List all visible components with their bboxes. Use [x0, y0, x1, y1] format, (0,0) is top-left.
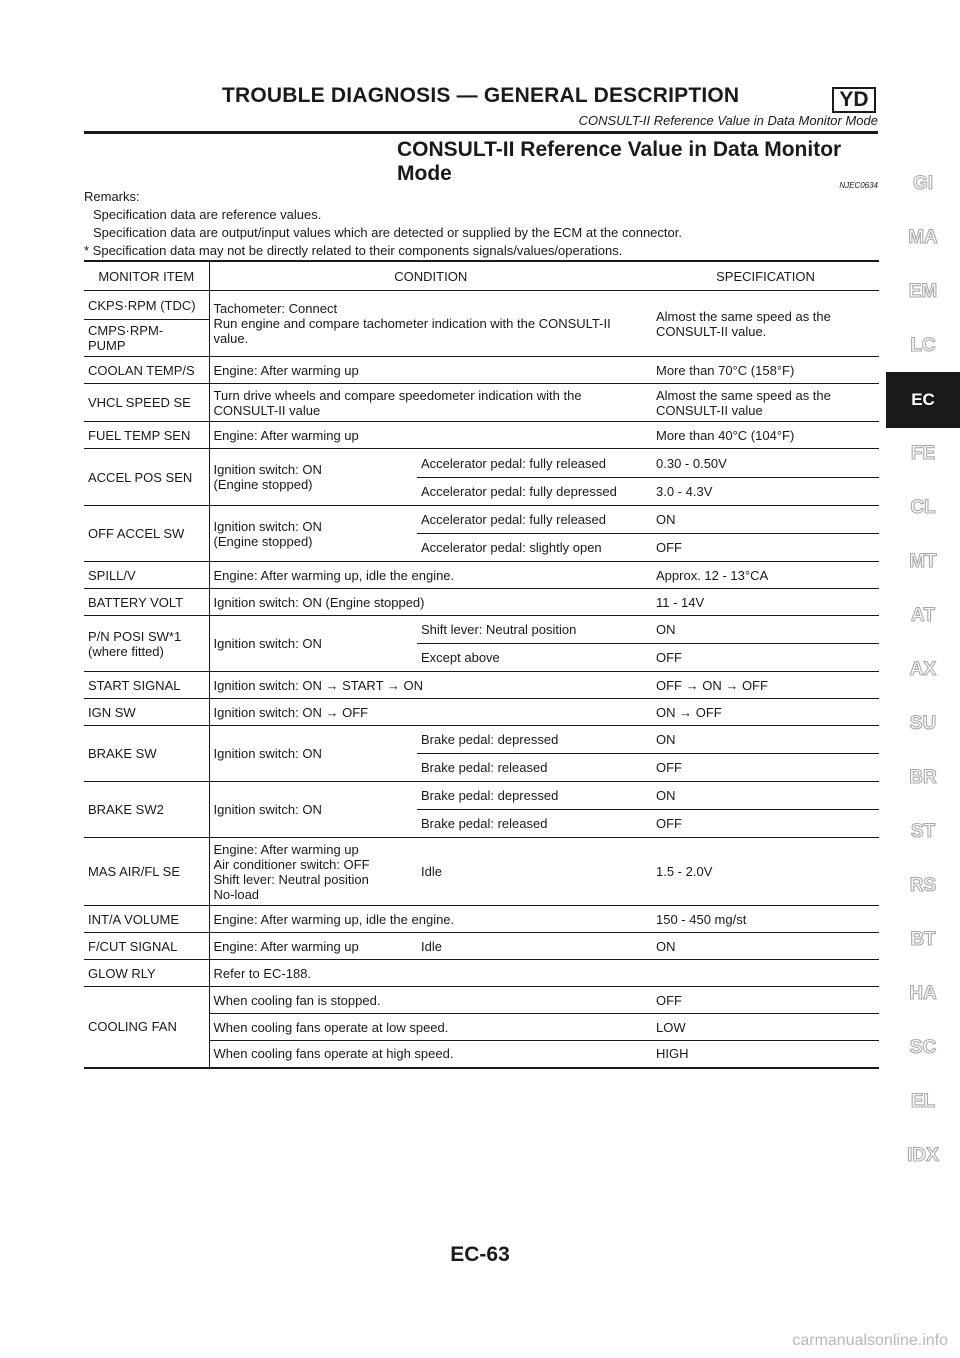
condition: Engine: After warming up, idle the engine. [209, 562, 652, 589]
monitor-item: VHCL SPEED SE [84, 384, 209, 422]
monitor-item: IGN SW [84, 699, 209, 726]
specification: OFF [652, 754, 879, 782]
remarks-label: Remarks: [84, 189, 140, 204]
tab-sc[interactable]: SC [909, 1037, 937, 1058]
specification: OFF [652, 644, 879, 672]
table-row [84, 960, 879, 987]
table-row [84, 384, 879, 422]
monitor-item: GLOW RLY [84, 960, 209, 987]
tab-idx[interactable]: IDX [907, 1145, 939, 1166]
condition: Engine: After warming up [209, 357, 652, 384]
watermark: carmanualsonline.info [792, 1332, 948, 1349]
table-row [84, 726, 879, 754]
condition: When cooling fans operate at low speed. [209, 1014, 652, 1041]
tab-ha[interactable]: HA [909, 983, 937, 1004]
section-title [397, 138, 867, 186]
sub-condition: Brake pedal: released [417, 754, 652, 782]
table-row [84, 782, 879, 810]
condition: Engine: After warming up, idle the engine. [209, 906, 652, 933]
specification: Almost the same speed as the CONSULT-II value [652, 384, 879, 422]
specification: 150 - 450 mg/st [652, 906, 879, 933]
condition: When cooling fan is stopped. [209, 987, 652, 1014]
tab-fe[interactable]: FE [910, 443, 936, 464]
monitor-item: COOLAN TEMP/S [84, 357, 209, 384]
condition: Ignition switch: ON → OFF [209, 699, 652, 726]
monitor-item: MAS AIR/FL SE [84, 838, 209, 906]
specification: 11 - 14V [652, 589, 879, 616]
monitor-item: BATTERY VOLT [84, 589, 209, 616]
tab-st[interactable]: ST [910, 821, 936, 842]
monitor-item: OFF ACCEL SW [84, 506, 209, 562]
monitor-item: CKPS·RPM (TDC) [84, 291, 209, 320]
monitor-item: CMPS·RPM- PUMP [84, 320, 209, 357]
condition: Ignition switch: ON [209, 782, 417, 838]
tab-bt[interactable]: BT [910, 929, 936, 950]
table-row [84, 506, 879, 534]
monitor-item: FUEL TEMP SEN [84, 422, 209, 449]
tab-ma[interactable]: MA [908, 227, 938, 248]
tab-cl[interactable]: CL [910, 497, 936, 518]
monitor-item: SPILL/V [84, 562, 209, 589]
section-title-line2: Mode [397, 162, 452, 185]
tab-br[interactable]: BR [909, 767, 937, 788]
table-row [84, 838, 879, 906]
table-header-row [84, 261, 879, 291]
condition: Turn drive wheels and compare speedometer indication with the CONSULT-II value [209, 384, 652, 422]
monitor-item: P/N POSI SW*1 (where fitted) [84, 616, 209, 672]
specification: OFF [652, 534, 879, 562]
header-monitor-item: MONITOR ITEM [84, 261, 209, 291]
specification: ON [652, 506, 879, 534]
table-row [84, 906, 879, 933]
sub-condition: Idle [417, 838, 652, 906]
condition: Engine: After warming up [209, 933, 417, 960]
remarks-line: Specification data are output/input values which are detected or supplied by the ECM at the connector. [93, 225, 682, 240]
condition: Ignition switch: ON [209, 616, 417, 672]
sub-condition: Shift lever: Neutral position [417, 616, 652, 644]
sub-condition: Idle [417, 933, 652, 960]
table-row [84, 449, 879, 478]
tab-ax[interactable]: AX [909, 659, 937, 680]
specification: 1.5 - 2.0V [652, 838, 879, 906]
table-row [84, 589, 879, 616]
condition: Ignition switch: ON → START → ON [209, 672, 652, 699]
table-row [84, 987, 879, 1014]
remarks-line: * Specification data may not be directly related to their components signals/values/operations. [84, 243, 623, 258]
specification: Almost the same speed as the CONSULT-II value. [652, 291, 879, 357]
sub-condition: Accelerator pedal: fully released [417, 506, 652, 534]
tab-rs[interactable]: RS [909, 875, 937, 896]
engine-badge: YD [832, 87, 876, 113]
table-row [84, 933, 879, 960]
sub-condition: Accelerator pedal: slightly open [417, 534, 652, 562]
specification: ON [652, 616, 879, 644]
condition: Engine: After warming up [209, 422, 652, 449]
tab-el[interactable]: EL [910, 1091, 936, 1112]
specification: ON → OFF [652, 699, 879, 726]
monitor-item: ACCEL POS SEN [84, 449, 209, 506]
header-rule [84, 131, 878, 134]
reference-value-table [84, 260, 879, 1069]
table-row [84, 357, 879, 384]
sub-condition: Brake pedal: depressed [417, 782, 652, 810]
condition: Refer to EC-188. [209, 960, 879, 987]
condition: When cooling fans operate at high speed. [209, 1041, 652, 1068]
specification: ON [652, 782, 879, 810]
remarks [84, 188, 884, 260]
specification: Approx. 12 - 13°CA [652, 562, 879, 589]
specification: More than 70°C (158°F) [652, 357, 879, 384]
monitor-item: BRAKE SW2 [84, 782, 209, 838]
specification: ON [652, 933, 879, 960]
header-condition: CONDITION [394, 268, 468, 284]
monitor-item: INT/A VOLUME [84, 906, 209, 933]
specification: 0.30 - 0.50V [652, 449, 879, 478]
tab-ec[interactable]: EC [886, 372, 960, 428]
tab-gi[interactable]: GI [912, 173, 934, 194]
condition: Ignition switch: ON (Engine stopped) [209, 449, 417, 506]
sub-condition: Accelerator pedal: fully released [417, 449, 652, 478]
page-number: EC-63 [450, 1243, 510, 1266]
monitor-item: COOLING FAN [84, 987, 209, 1068]
sub-condition: Brake pedal: released [417, 810, 652, 838]
remarks-line: Specification data are reference values. [93, 207, 322, 222]
header-specification: SPECIFICATION [716, 268, 815, 284]
specification: More than 40°C (104°F) [652, 422, 879, 449]
specification: OFF → ON → OFF [652, 672, 879, 699]
condition: Ignition switch: ON (Engine stopped) [209, 506, 417, 562]
tab-su[interactable]: SU [909, 713, 937, 734]
specification: LOW [652, 1014, 879, 1041]
sub-condition: Brake pedal: depressed [417, 726, 652, 754]
specification: OFF [652, 810, 879, 838]
table-row [84, 291, 879, 320]
header-subtitle: CONSULT-II Reference Value in Data Monitor Mode [578, 113, 878, 128]
monitor-item: START SIGNAL [84, 672, 209, 699]
tab-at[interactable]: AT [911, 605, 935, 626]
tab-em[interactable]: EM [908, 281, 938, 302]
section-code: NJEC0634 [839, 181, 878, 190]
specification: ON [652, 726, 879, 754]
condition: Tachometer: Connect Run engine and compare tachometer indication with the CONSULT-II value. [209, 291, 652, 357]
tab-lc[interactable]: LC [910, 335, 936, 356]
table-row [84, 699, 879, 726]
specification: HIGH [652, 1041, 879, 1068]
sub-condition: Except above [417, 644, 652, 672]
specification: OFF [652, 987, 879, 1014]
header-title: TROUBLE DIAGNOSIS — GENERAL DESCRIPTION [222, 84, 740, 107]
table-row [84, 672, 879, 699]
condition: Engine: After warming up Air conditioner switch: OFF Shift lever: Neutral position No-load [209, 838, 417, 906]
table-row [84, 562, 879, 589]
sub-condition: Accelerator pedal: fully depressed [417, 478, 652, 506]
condition: Ignition switch: ON [209, 726, 417, 782]
table-row [84, 616, 879, 644]
condition: Ignition switch: ON (Engine stopped) [209, 589, 652, 616]
table-row [84, 422, 879, 449]
tab-mt[interactable]: MT [909, 551, 937, 572]
section-title-line1: CONSULT-II Reference Value in Data Monitor [397, 138, 842, 161]
monitor-item: BRAKE SW [84, 726, 209, 782]
monitor-item: F/CUT SIGNAL [84, 933, 209, 960]
specification: 3.0 - 4.3V [652, 478, 879, 506]
